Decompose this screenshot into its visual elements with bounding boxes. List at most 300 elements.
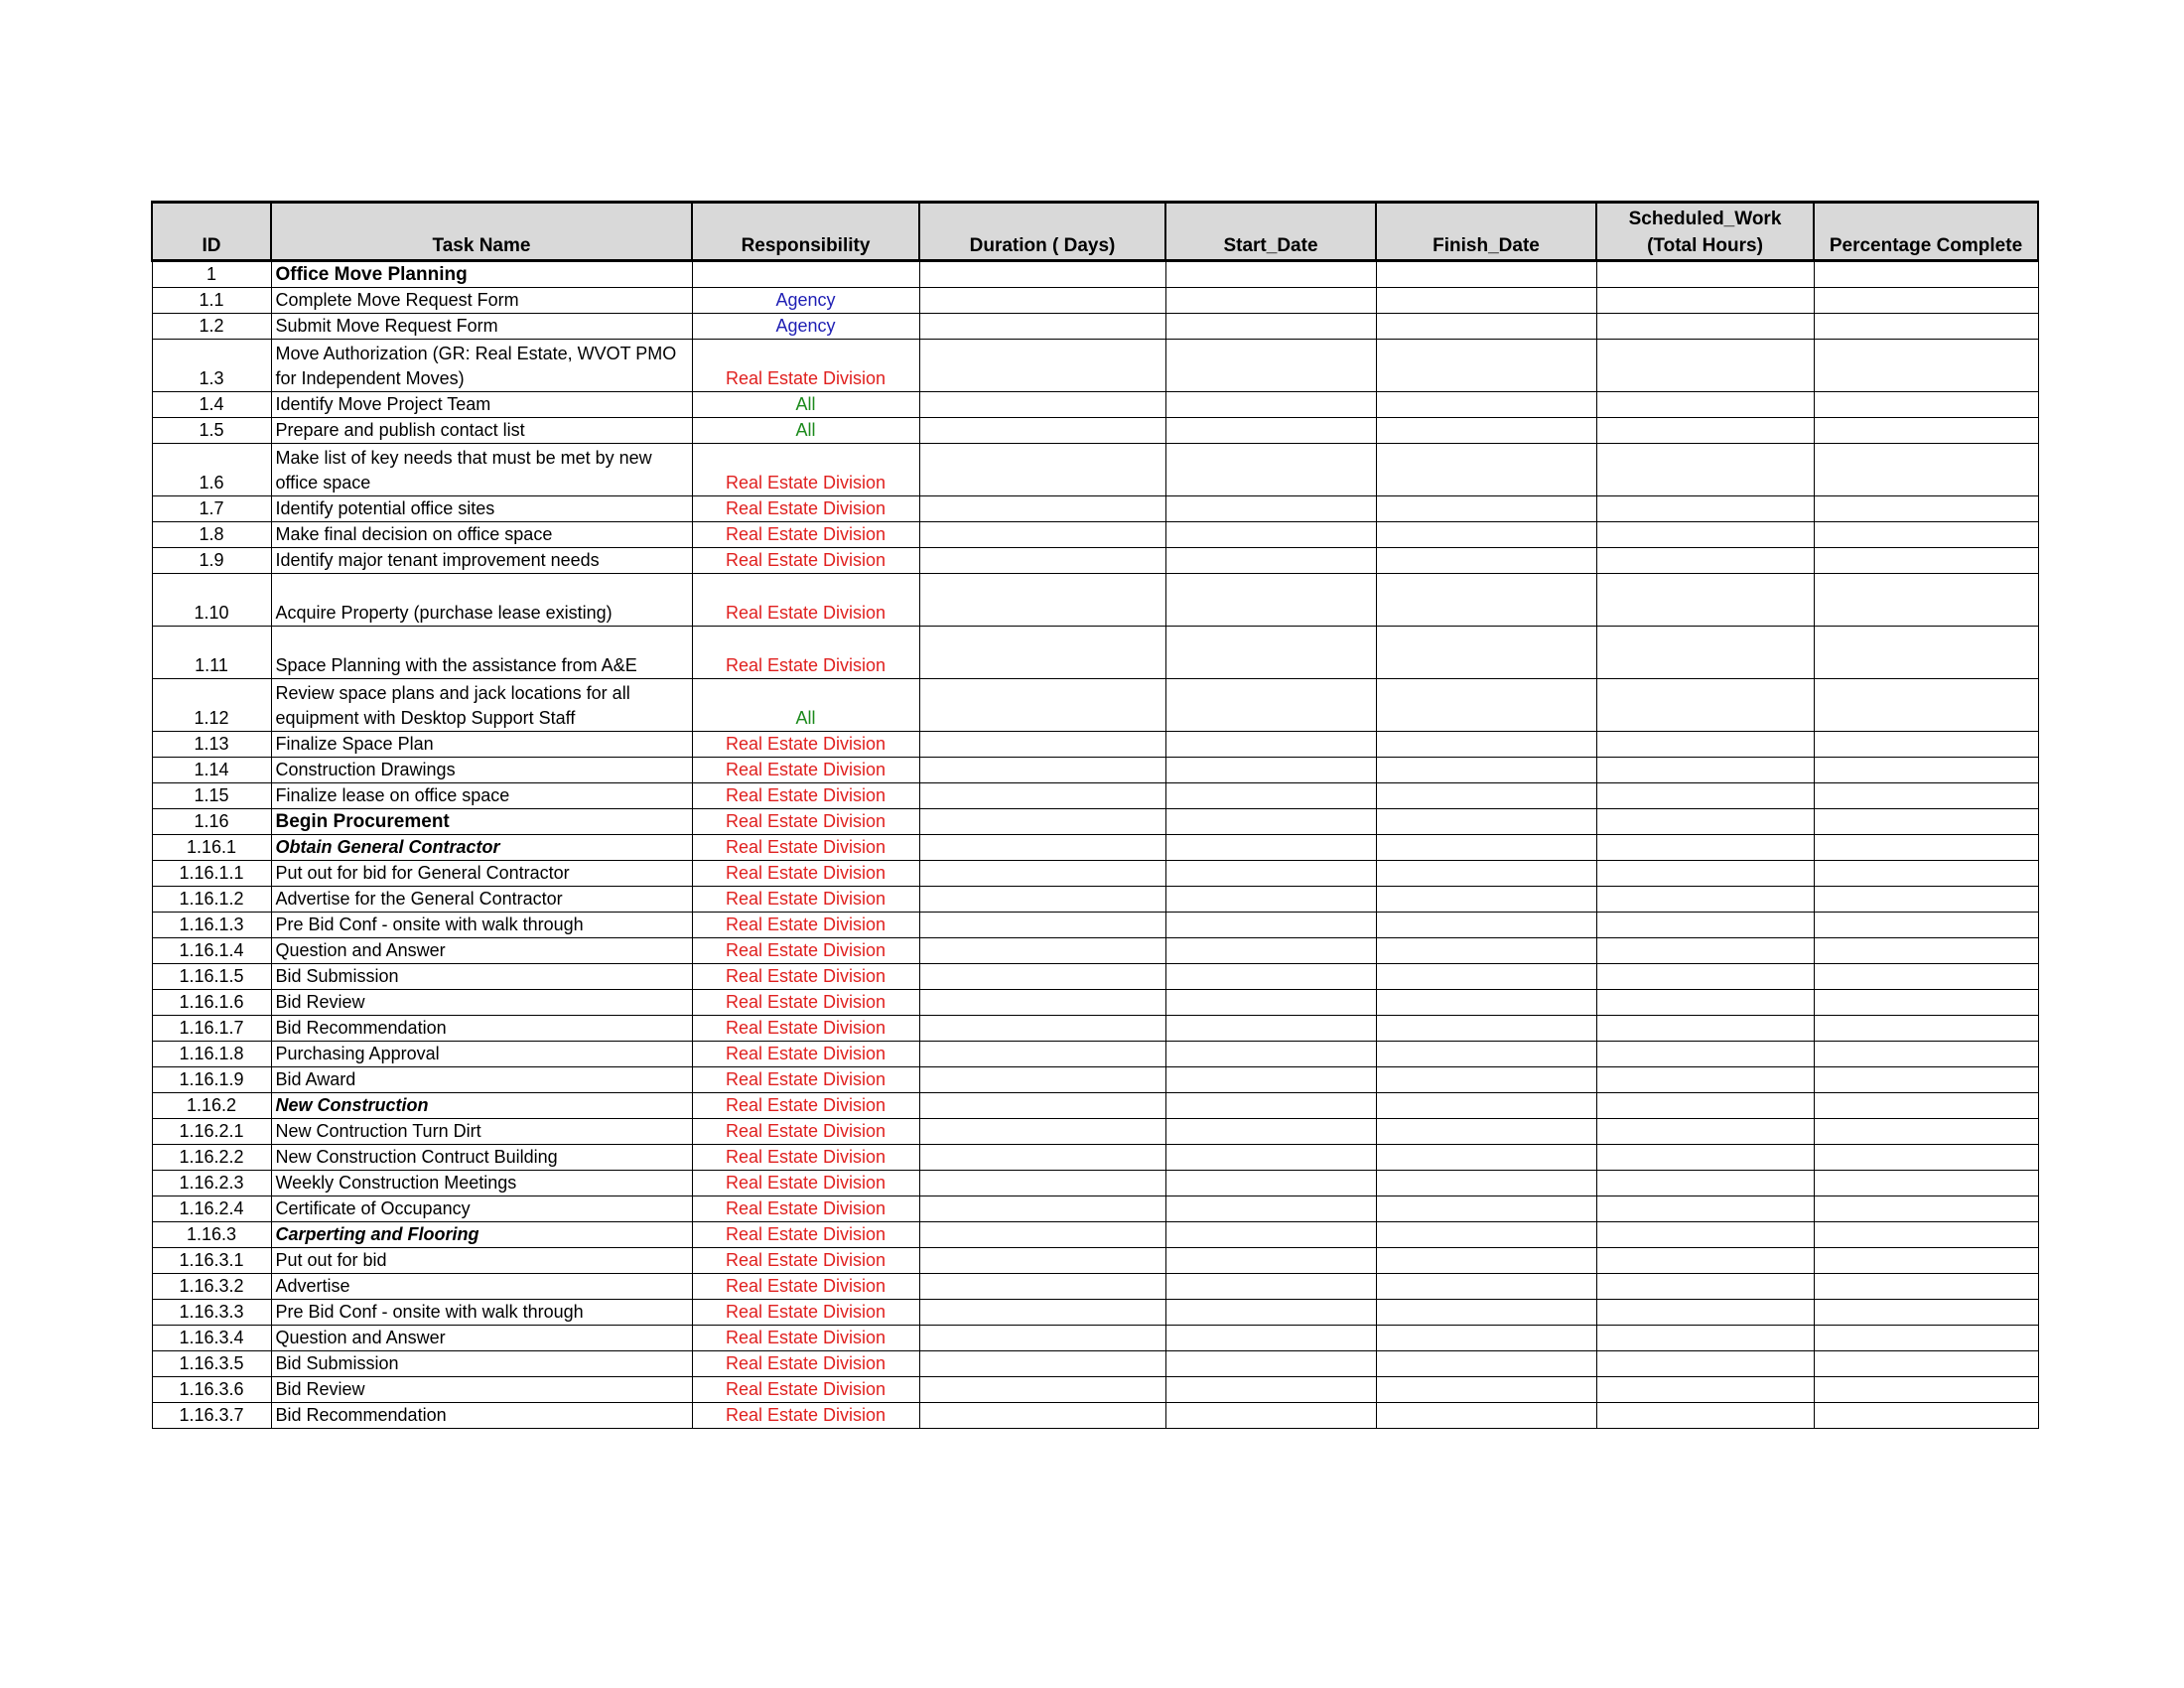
cell-start-date — [1165, 1351, 1376, 1377]
cell-task-name: Put out for bid for General Contractor — [271, 861, 692, 887]
cell-responsibility: Real Estate Division — [692, 887, 919, 913]
header-task-name: Task Name — [271, 203, 692, 261]
table-row — [152, 887, 2038, 913]
cell-task-name: Bid Submission — [271, 964, 692, 990]
cell-duration — [919, 1222, 1165, 1248]
header-finish-date: Finish_Date — [1376, 203, 1596, 261]
cell-task-name: Weekly Construction Meetings — [271, 1171, 692, 1196]
cell-responsibility: All — [692, 392, 919, 418]
cell-percentage-complete — [1814, 887, 2038, 913]
cell-task-name: Certificate of Occupancy — [271, 1196, 692, 1222]
cell-duration — [919, 1326, 1165, 1351]
cell-percentage-complete — [1814, 1274, 2038, 1300]
cell-responsibility: Real Estate Division — [692, 1274, 919, 1300]
cell-id: 1.7 — [152, 496, 271, 522]
cell-id: 1.16.3.7 — [152, 1403, 271, 1429]
cell-start-date — [1165, 1093, 1376, 1119]
cell-start-date — [1165, 1248, 1376, 1274]
cell-scheduled-work — [1596, 1145, 1814, 1171]
cell-percentage-complete — [1814, 990, 2038, 1016]
cell-task-name: New Construction — [271, 1093, 692, 1119]
cell-id: 1.4 — [152, 392, 271, 418]
cell-finish-date — [1376, 496, 1596, 522]
task-rows — [152, 261, 2038, 1429]
cell-percentage-complete — [1814, 938, 2038, 964]
table-row — [152, 1274, 2038, 1300]
cell-finish-date — [1376, 1093, 1596, 1119]
cell-responsibility: Real Estate Division — [692, 1403, 919, 1429]
cell-finish-date — [1376, 732, 1596, 758]
cell-task-name: Question and Answer — [271, 938, 692, 964]
cell-duration — [919, 1093, 1165, 1119]
table-row — [152, 783, 2038, 809]
cell-finish-date — [1376, 1326, 1596, 1351]
header-responsibility: Responsibility — [692, 203, 919, 261]
cell-scheduled-work — [1596, 1042, 1814, 1067]
cell-task-name: Prepare and publish contact list — [271, 418, 692, 444]
cell-duration — [919, 938, 1165, 964]
cell-percentage-complete — [1814, 1326, 2038, 1351]
cell-id: 1.16.1.3 — [152, 913, 271, 938]
cell-percentage-complete — [1814, 964, 2038, 990]
cell-scheduled-work — [1596, 261, 1814, 288]
cell-task-name: Bid Review — [271, 1377, 692, 1403]
cell-responsibility: Real Estate Division — [692, 1145, 919, 1171]
cell-task-name: New Contruction Turn Dirt — [271, 1119, 692, 1145]
cell-scheduled-work — [1596, 522, 1814, 548]
cell-duration — [919, 1016, 1165, 1042]
cell-responsibility: Real Estate Division — [692, 1093, 919, 1119]
cell-scheduled-work — [1596, 732, 1814, 758]
cell-percentage-complete — [1814, 913, 2038, 938]
cell-start-date — [1165, 1196, 1376, 1222]
cell-task-name: Identify Move Project Team — [271, 392, 692, 418]
cell-percentage-complete — [1814, 444, 2038, 496]
cell-task-name: Purchasing Approval — [271, 1042, 692, 1067]
cell-task-name: New Construction Contruct Building — [271, 1145, 692, 1171]
cell-percentage-complete — [1814, 1171, 2038, 1196]
cell-duration — [919, 1248, 1165, 1274]
table-row — [152, 732, 2038, 758]
cell-id: 1.16.1.2 — [152, 887, 271, 913]
cell-responsibility: All — [692, 679, 919, 732]
cell-task-name: Obtain General Contractor — [271, 835, 692, 861]
cell-finish-date — [1376, 418, 1596, 444]
cell-scheduled-work — [1596, 861, 1814, 887]
cell-start-date — [1165, 758, 1376, 783]
cell-finish-date — [1376, 444, 1596, 496]
cell-scheduled-work — [1596, 964, 1814, 990]
cell-duration — [919, 861, 1165, 887]
cell-id: 1.16.1.6 — [152, 990, 271, 1016]
cell-finish-date — [1376, 1067, 1596, 1093]
table-row — [152, 913, 2038, 938]
cell-finish-date — [1376, 1171, 1596, 1196]
cell-start-date — [1165, 314, 1376, 340]
cell-scheduled-work — [1596, 314, 1814, 340]
cell-finish-date — [1376, 1403, 1596, 1429]
cell-scheduled-work — [1596, 1274, 1814, 1300]
cell-duration — [919, 809, 1165, 835]
cell-scheduled-work — [1596, 574, 1814, 627]
cell-start-date — [1165, 783, 1376, 809]
cell-finish-date — [1376, 1145, 1596, 1171]
cell-task-name: Pre Bid Conf - onsite with walk through — [271, 1300, 692, 1326]
cell-task-name: Pre Bid Conf - onsite with walk through — [271, 913, 692, 938]
cell-percentage-complete — [1814, 758, 2038, 783]
cell-responsibility: Real Estate Division — [692, 809, 919, 835]
cell-id: 1.16.3.4 — [152, 1326, 271, 1351]
cell-id: 1.16.2.3 — [152, 1171, 271, 1196]
table-row — [152, 1042, 2038, 1067]
cell-id: 1.16.1.1 — [152, 861, 271, 887]
cell-percentage-complete — [1814, 522, 2038, 548]
cell-scheduled-work — [1596, 1377, 1814, 1403]
cell-scheduled-work — [1596, 1403, 1814, 1429]
cell-task-name: Carperting and Flooring — [271, 1222, 692, 1248]
cell-responsibility: Real Estate Division — [692, 732, 919, 758]
cell-id: 1.16.1.5 — [152, 964, 271, 990]
cell-start-date — [1165, 732, 1376, 758]
cell-id: 1.15 — [152, 783, 271, 809]
cell-duration — [919, 522, 1165, 548]
cell-start-date — [1165, 392, 1376, 418]
table-row — [152, 496, 2038, 522]
cell-task-name: Move Authorization (GR: Real Estate, WVOT PMO for Independent Moves) — [271, 340, 692, 392]
cell-scheduled-work — [1596, 288, 1814, 314]
cell-task-name: Identify potential office sites — [271, 496, 692, 522]
task-schedule-table — [151, 201, 2039, 1429]
table-row — [152, 679, 2038, 732]
cell-percentage-complete — [1814, 1377, 2038, 1403]
cell-percentage-complete — [1814, 679, 2038, 732]
cell-duration — [919, 261, 1165, 288]
cell-id: 1.1 — [152, 288, 271, 314]
cell-percentage-complete — [1814, 340, 2038, 392]
cell-id: 1.16.3 — [152, 1222, 271, 1248]
cell-percentage-complete — [1814, 1042, 2038, 1067]
cell-task-name: Bid Review — [271, 990, 692, 1016]
cell-percentage-complete — [1814, 1248, 2038, 1274]
cell-responsibility: Real Estate Division — [692, 990, 919, 1016]
cell-responsibility: Real Estate Division — [692, 1042, 919, 1067]
table-row — [152, 1248, 2038, 1274]
cell-start-date — [1165, 1016, 1376, 1042]
cell-scheduled-work — [1596, 1016, 1814, 1042]
table-row — [152, 861, 2038, 887]
cell-scheduled-work — [1596, 835, 1814, 861]
cell-finish-date — [1376, 314, 1596, 340]
table-row — [152, 1403, 2038, 1429]
cell-duration — [919, 392, 1165, 418]
table-row — [152, 522, 2038, 548]
cell-id: 1.16.2.2 — [152, 1145, 271, 1171]
cell-start-date — [1165, 1222, 1376, 1248]
cell-task-name: Begin Procurement — [271, 809, 692, 835]
cell-finish-date — [1376, 1248, 1596, 1274]
cell-finish-date — [1376, 392, 1596, 418]
cell-percentage-complete — [1814, 861, 2038, 887]
cell-id: 1.16 — [152, 809, 271, 835]
cell-scheduled-work — [1596, 496, 1814, 522]
cell-responsibility: Real Estate Division — [692, 783, 919, 809]
cell-id: 1.8 — [152, 522, 271, 548]
cell-responsibility: Real Estate Division — [692, 627, 919, 679]
cell-id: 1.16.1.9 — [152, 1067, 271, 1093]
cell-start-date — [1165, 964, 1376, 990]
cell-scheduled-work — [1596, 887, 1814, 913]
cell-start-date — [1165, 913, 1376, 938]
cell-responsibility: Real Estate Division — [692, 1300, 919, 1326]
cell-duration — [919, 288, 1165, 314]
cell-finish-date — [1376, 627, 1596, 679]
cell-percentage-complete — [1814, 1093, 2038, 1119]
table-row — [152, 1351, 2038, 1377]
cell-id: 1.16.3.6 — [152, 1377, 271, 1403]
cell-task-name: Advertise for the General Contractor — [271, 887, 692, 913]
cell-finish-date — [1376, 1222, 1596, 1248]
cell-scheduled-work — [1596, 1171, 1814, 1196]
cell-duration — [919, 574, 1165, 627]
cell-id: 1.3 — [152, 340, 271, 392]
cell-id: 1.11 — [152, 627, 271, 679]
cell-start-date — [1165, 1119, 1376, 1145]
cell-finish-date — [1376, 1016, 1596, 1042]
cell-scheduled-work — [1596, 1300, 1814, 1326]
cell-scheduled-work — [1596, 990, 1814, 1016]
cell-duration — [919, 887, 1165, 913]
cell-duration — [919, 835, 1165, 861]
cell-id: 1.9 — [152, 548, 271, 574]
cell-responsibility: Agency — [692, 288, 919, 314]
cell-task-name: Bid Submission — [271, 1351, 692, 1377]
cell-duration — [919, 1042, 1165, 1067]
cell-id: 1.16.3.5 — [152, 1351, 271, 1377]
cell-task-name: Bid Recommendation — [271, 1403, 692, 1429]
cell-scheduled-work — [1596, 444, 1814, 496]
cell-percentage-complete — [1814, 496, 2038, 522]
cell-id: 1.5 — [152, 418, 271, 444]
cell-scheduled-work — [1596, 418, 1814, 444]
cell-responsibility: Real Estate Division — [692, 340, 919, 392]
cell-duration — [919, 758, 1165, 783]
table-row — [152, 1067, 2038, 1093]
cell-task-name: Submit Move Request Form — [271, 314, 692, 340]
table-row — [152, 392, 2038, 418]
cell-finish-date — [1376, 340, 1596, 392]
table-row — [152, 574, 2038, 627]
cell-id: 1.12 — [152, 679, 271, 732]
cell-responsibility: Real Estate Division — [692, 1016, 919, 1042]
cell-task-name: Put out for bid — [271, 1248, 692, 1274]
cell-task-name: Advertise — [271, 1274, 692, 1300]
cell-percentage-complete — [1814, 574, 2038, 627]
cell-finish-date — [1376, 1119, 1596, 1145]
cell-responsibility: Real Estate Division — [692, 1171, 919, 1196]
table-row — [152, 314, 2038, 340]
cell-percentage-complete — [1814, 1351, 2038, 1377]
cell-start-date — [1165, 1403, 1376, 1429]
cell-start-date — [1165, 835, 1376, 861]
cell-duration — [919, 1274, 1165, 1300]
cell-start-date — [1165, 548, 1376, 574]
cell-percentage-complete — [1814, 1016, 2038, 1042]
cell-task-name: Finalize Space Plan — [271, 732, 692, 758]
table-row — [152, 1377, 2038, 1403]
cell-start-date — [1165, 990, 1376, 1016]
cell-finish-date — [1376, 990, 1596, 1016]
cell-start-date — [1165, 938, 1376, 964]
table-row — [152, 1093, 2038, 1119]
cell-scheduled-work — [1596, 758, 1814, 783]
cell-id: 1.16.3.1 — [152, 1248, 271, 1274]
cell-id: 1.14 — [152, 758, 271, 783]
cell-scheduled-work — [1596, 1326, 1814, 1351]
cell-duration — [919, 1196, 1165, 1222]
cell-scheduled-work — [1596, 1119, 1814, 1145]
cell-responsibility: Real Estate Division — [692, 964, 919, 990]
cell-id: 1.10 — [152, 574, 271, 627]
cell-percentage-complete — [1814, 783, 2038, 809]
cell-responsibility: Real Estate Division — [692, 496, 919, 522]
table-row — [152, 1016, 2038, 1042]
cell-id: 1.16.1.4 — [152, 938, 271, 964]
cell-scheduled-work — [1596, 679, 1814, 732]
cell-percentage-complete — [1814, 835, 2038, 861]
cell-id: 1.16.2.4 — [152, 1196, 271, 1222]
table-row — [152, 418, 2038, 444]
cell-task-name: Make final decision on office space — [271, 522, 692, 548]
cell-percentage-complete — [1814, 1300, 2038, 1326]
cell-scheduled-work — [1596, 1351, 1814, 1377]
cell-duration — [919, 496, 1165, 522]
cell-duration — [919, 913, 1165, 938]
cell-start-date — [1165, 679, 1376, 732]
cell-finish-date — [1376, 913, 1596, 938]
cell-scheduled-work — [1596, 627, 1814, 679]
cell-finish-date — [1376, 887, 1596, 913]
table-row — [152, 1196, 2038, 1222]
cell-percentage-complete — [1814, 392, 2038, 418]
cell-id: 1.16.1 — [152, 835, 271, 861]
cell-responsibility: Real Estate Division — [692, 1351, 919, 1377]
cell-finish-date — [1376, 835, 1596, 861]
cell-duration — [919, 340, 1165, 392]
cell-start-date — [1165, 809, 1376, 835]
cell-start-date — [1165, 1145, 1376, 1171]
cell-finish-date — [1376, 1377, 1596, 1403]
cell-scheduled-work — [1596, 1067, 1814, 1093]
cell-duration — [919, 1171, 1165, 1196]
cell-scheduled-work — [1596, 1196, 1814, 1222]
cell-percentage-complete — [1814, 261, 2038, 288]
cell-task-name: Bid Award — [271, 1067, 692, 1093]
cell-start-date — [1165, 1067, 1376, 1093]
cell-duration — [919, 1351, 1165, 1377]
cell-finish-date — [1376, 1274, 1596, 1300]
cell-id: 1.16.1.7 — [152, 1016, 271, 1042]
header-id: ID — [152, 203, 271, 261]
table-row — [152, 1222, 2038, 1248]
table-row — [152, 1119, 2038, 1145]
cell-finish-date — [1376, 288, 1596, 314]
table-row — [152, 938, 2038, 964]
cell-finish-date — [1376, 861, 1596, 887]
cell-start-date — [1165, 1274, 1376, 1300]
cell-duration — [919, 732, 1165, 758]
header-start-date: Start_Date — [1165, 203, 1376, 261]
table-row — [152, 1300, 2038, 1326]
cell-scheduled-work — [1596, 1222, 1814, 1248]
cell-scheduled-work — [1596, 783, 1814, 809]
cell-finish-date — [1376, 809, 1596, 835]
cell-responsibility: Real Estate Division — [692, 1067, 919, 1093]
cell-duration — [919, 627, 1165, 679]
cell-start-date — [1165, 861, 1376, 887]
table-row — [152, 627, 2038, 679]
cell-start-date — [1165, 522, 1376, 548]
cell-duration — [919, 314, 1165, 340]
cell-responsibility: Real Estate Division — [692, 1222, 919, 1248]
cell-duration — [919, 418, 1165, 444]
cell-percentage-complete — [1814, 314, 2038, 340]
cell-finish-date — [1376, 679, 1596, 732]
cell-duration — [919, 1067, 1165, 1093]
cell-start-date — [1165, 418, 1376, 444]
table-row — [152, 548, 2038, 574]
cell-duration — [919, 1377, 1165, 1403]
cell-duration — [919, 783, 1165, 809]
cell-task-name: Acquire Property (purchase lease existing) — [271, 574, 692, 627]
cell-duration — [919, 964, 1165, 990]
cell-finish-date — [1376, 1351, 1596, 1377]
cell-responsibility: Real Estate Division — [692, 1119, 919, 1145]
cell-scheduled-work — [1596, 938, 1814, 964]
cell-duration — [919, 1300, 1165, 1326]
cell-scheduled-work — [1596, 1248, 1814, 1274]
cell-scheduled-work — [1596, 340, 1814, 392]
cell-id: 1.16.2.1 — [152, 1119, 271, 1145]
cell-percentage-complete — [1814, 1119, 2038, 1145]
cell-finish-date — [1376, 522, 1596, 548]
table-row — [152, 758, 2038, 783]
cell-finish-date — [1376, 261, 1596, 288]
cell-id: 1 — [152, 261, 271, 288]
cell-percentage-complete — [1814, 732, 2038, 758]
cell-percentage-complete — [1814, 809, 2038, 835]
table-row — [152, 1171, 2038, 1196]
cell-responsibility: Real Estate Division — [692, 938, 919, 964]
header-row — [152, 203, 2038, 261]
cell-percentage-complete — [1814, 1222, 2038, 1248]
cell-start-date — [1165, 887, 1376, 913]
cell-responsibility: Real Estate Division — [692, 522, 919, 548]
table-row — [152, 990, 2038, 1016]
cell-start-date — [1165, 1171, 1376, 1196]
cell-percentage-complete — [1814, 548, 2038, 574]
cell-task-name: Make list of key needs that must be met by new office space — [271, 444, 692, 496]
cell-start-date — [1165, 288, 1376, 314]
cell-responsibility: Real Estate Division — [692, 861, 919, 887]
cell-start-date — [1165, 1042, 1376, 1067]
cell-duration — [919, 990, 1165, 1016]
cell-task-name: Review space plans and jack locations for all equipment with Desktop Support Staff — [271, 679, 692, 732]
table-row — [152, 1326, 2038, 1351]
cell-percentage-complete — [1814, 1145, 2038, 1171]
cell-responsibility: Real Estate Division — [692, 444, 919, 496]
cell-scheduled-work — [1596, 809, 1814, 835]
cell-responsibility: Real Estate Division — [692, 1196, 919, 1222]
